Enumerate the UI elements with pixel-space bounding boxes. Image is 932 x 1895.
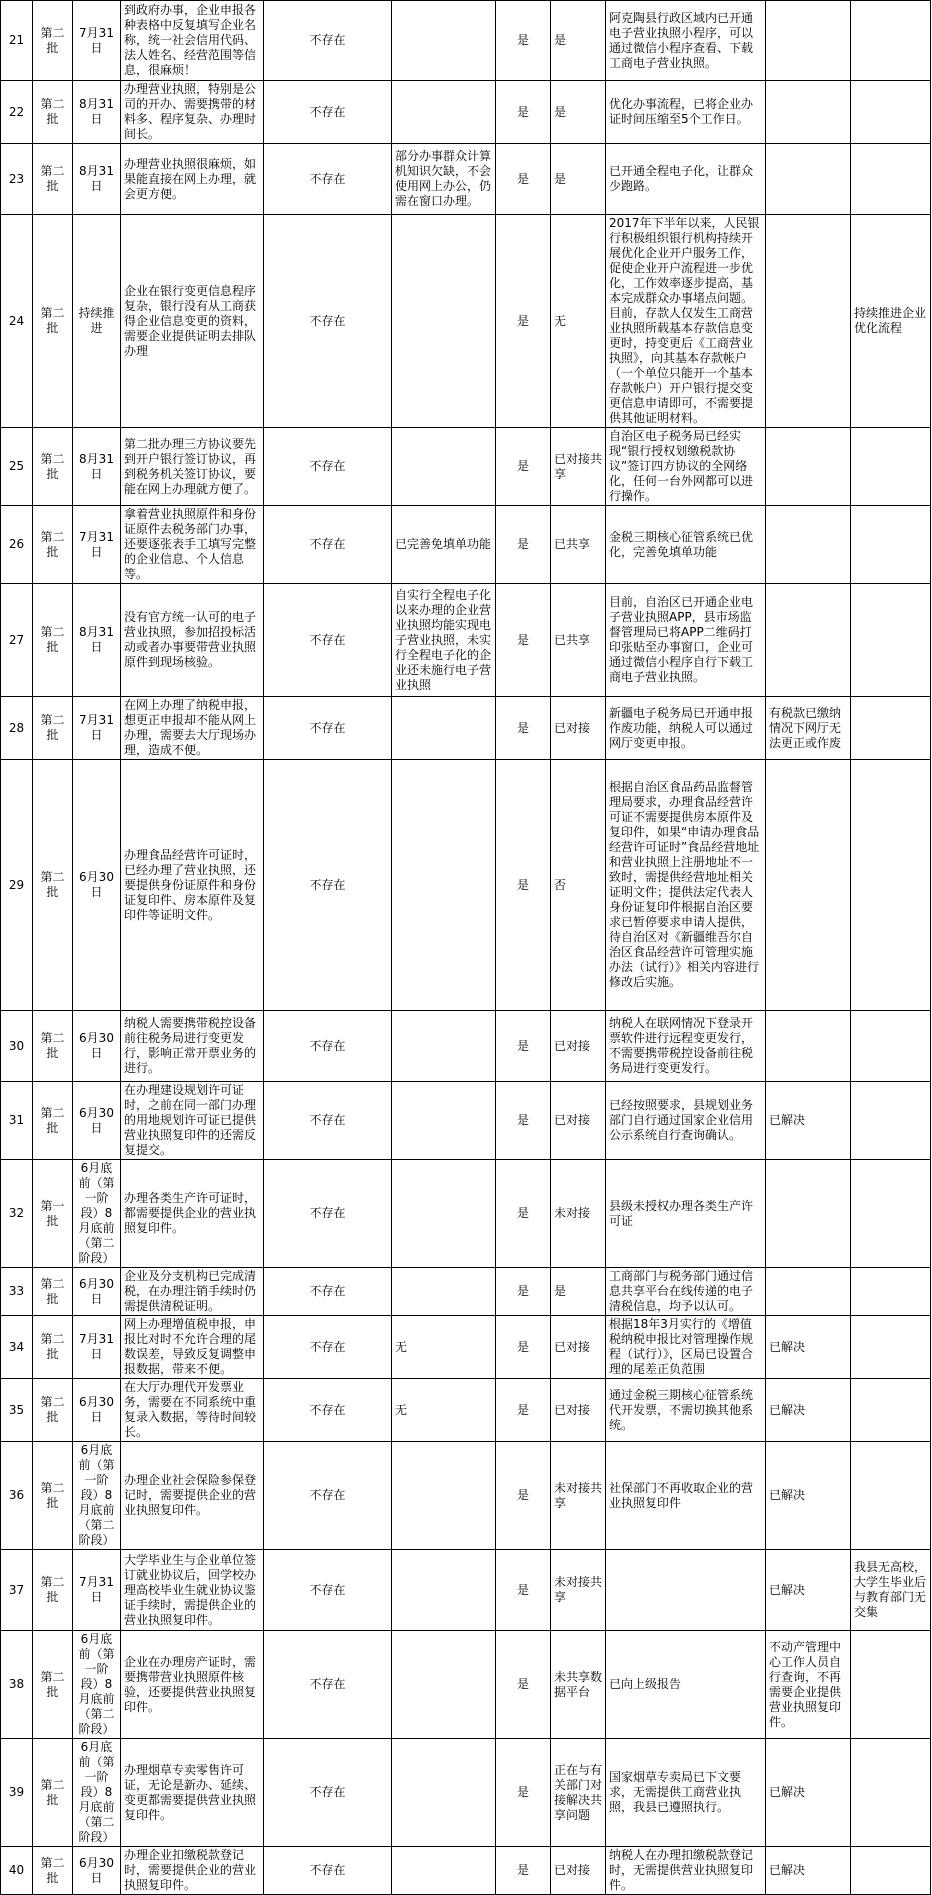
cell-reason bbox=[392, 1160, 496, 1268]
cell-measure: 根据18年3月实行的《增值税纳税申报比对管理操作规程（试行）》，区局已设置合理的尾差正负范围 bbox=[606, 1316, 766, 1379]
cell-flag1: 是 bbox=[496, 760, 551, 1011]
cell-batch: 第二批 bbox=[33, 428, 73, 506]
cell-result bbox=[766, 1011, 851, 1082]
cell-flag1: 是 bbox=[496, 1631, 551, 1739]
cell-reason: 无 bbox=[392, 1316, 496, 1379]
cell-flag2: 未对接共享 bbox=[551, 1550, 606, 1631]
cell-exist: 不存在 bbox=[264, 1550, 392, 1631]
cell-flag2: 是 bbox=[551, 144, 606, 215]
cell-date: 7月31日 bbox=[73, 1550, 121, 1631]
cell-exist: 不存在 bbox=[264, 144, 392, 215]
cell-flag2: 是 bbox=[551, 1268, 606, 1316]
cell-date: 6月30日 bbox=[73, 1082, 121, 1160]
table-row bbox=[1, 584, 931, 697]
cell-no: 37 bbox=[1, 1550, 33, 1631]
cell-flag2: 无 bbox=[551, 215, 606, 428]
cell-flag2: 已对接 bbox=[551, 697, 606, 760]
cell-note bbox=[851, 1, 931, 81]
cell-issue: 到政府办事，企业申报各种表格中反复填写企业名称，统一社会信用代码、法人姓名、经营范围等信息，很麻烦！ bbox=[121, 1, 264, 81]
cell-no: 25 bbox=[1, 428, 33, 506]
table-row bbox=[1, 428, 931, 506]
cell-result bbox=[766, 1268, 851, 1316]
table-row bbox=[1, 81, 931, 144]
cell-reason bbox=[392, 1, 496, 81]
cell-issue: 在大厅办理代开发票业务，需要在不同系统中重复录入数据，等待时间较长。 bbox=[121, 1379, 264, 1442]
cell-exist: 不存在 bbox=[264, 1316, 392, 1379]
cell-no: 33 bbox=[1, 1268, 33, 1316]
cell-date: 6月底前（第一阶段）8月底前（第二阶段） bbox=[73, 1160, 121, 1268]
cell-flag1: 是 bbox=[496, 697, 551, 760]
cell-result: 已解决 bbox=[766, 1847, 851, 1895]
cell-no: 27 bbox=[1, 584, 33, 697]
cell-exist: 不存在 bbox=[264, 1160, 392, 1268]
cell-note bbox=[851, 760, 931, 1011]
table-row bbox=[1, 1847, 931, 1895]
cell-issue: 大学毕业生与企业单位签订就业协议后，回学校办理高校毕业生就业协议鉴证手续时，需提供企业的营业执照复印件。 bbox=[121, 1550, 264, 1631]
cell-issue: 办理营业执照，特别是公司的开办、需要携带的材料多、程序复杂、办理时间长。 bbox=[121, 81, 264, 144]
cell-reason bbox=[392, 215, 496, 428]
table-row bbox=[1, 760, 931, 1011]
cell-batch: 第二批 bbox=[33, 144, 73, 215]
cell-note bbox=[851, 81, 931, 144]
cell-batch: 第二批 bbox=[33, 1082, 73, 1160]
table-row bbox=[1, 1268, 931, 1316]
cell-measure: 阿克陶县行政区域内已开通电子营业执照小程序，可以通过微信小程序查看、下载工商电子营业执照。 bbox=[606, 1, 766, 81]
cell-no: 31 bbox=[1, 1082, 33, 1160]
cell-reason bbox=[392, 697, 496, 760]
cell-exist: 不存在 bbox=[264, 1379, 392, 1442]
cell-result bbox=[766, 506, 851, 584]
cell-result bbox=[766, 1, 851, 81]
cell-note bbox=[851, 697, 931, 760]
cell-issue: 拿着营业执照原件和身份证原件去税务部门办事，还要逐张表手工填写完整的企业信息、个人信息等。 bbox=[121, 506, 264, 584]
cell-result: 已解决 bbox=[766, 1379, 851, 1442]
cell-measure: 社保部门不再收取企业的营业执照复印件 bbox=[606, 1442, 766, 1550]
cell-measure: 根据自治区食品药品监督管理局要求，办理食品经营许可证不需要提供房本原件及复印件，如果“申请办理食品经营许可证时”食品经营地址和营业执照上注册地址不一致时，需提供经营地址相关证明文件；提供法定代表人身份证复印件根据自治区要求已暂停要求申请人提供，待自治区对《新疆维吾尔自治区食品经营许可管理实施办法（试行）》相关内容进行修改后实施。 bbox=[606, 760, 766, 1011]
cell-flag1: 是 bbox=[496, 215, 551, 428]
cell-flag1: 是 bbox=[496, 1379, 551, 1442]
cell-flag1: 是 bbox=[496, 1082, 551, 1160]
cell-batch: 第二批 bbox=[33, 697, 73, 760]
cell-measure: 县级未授权办理各类生产许可证 bbox=[606, 1160, 766, 1268]
cell-measure: 纳税人在办理扣缴税款登记时，无需提供营业执照复印件。 bbox=[606, 1847, 766, 1895]
cell-flag1: 是 bbox=[496, 584, 551, 697]
table-row bbox=[1, 1082, 931, 1160]
cell-date: 6月底前（第一阶段）8月底前（第二阶段） bbox=[73, 1442, 121, 1550]
cell-measure bbox=[606, 1550, 766, 1631]
cell-flag1: 是 bbox=[496, 1316, 551, 1379]
cell-reason bbox=[392, 760, 496, 1011]
cell-flag1: 是 bbox=[496, 81, 551, 144]
cell-flag2: 未对接 bbox=[551, 1160, 606, 1268]
cell-reason: 部分办事群众计算机知识欠缺，不会使用网上办公，仍需在窗口办理。 bbox=[392, 144, 496, 215]
cell-result bbox=[766, 584, 851, 697]
cell-date: 7月31日 bbox=[73, 1316, 121, 1379]
cell-note bbox=[851, 428, 931, 506]
cell-date: 8月31日 bbox=[73, 584, 121, 697]
cell-batch: 第二批 bbox=[33, 1316, 73, 1379]
cell-date: 7月31日 bbox=[73, 1, 121, 81]
cell-note bbox=[851, 1379, 931, 1442]
cell-note bbox=[851, 1631, 931, 1739]
cell-batch: 第二批 bbox=[33, 1550, 73, 1631]
cell-note bbox=[851, 1011, 931, 1082]
cell-reason bbox=[392, 81, 496, 144]
cell-flag2: 已对接 bbox=[551, 1316, 606, 1379]
table-row bbox=[1, 1631, 931, 1739]
cell-exist: 不存在 bbox=[264, 1011, 392, 1082]
cell-batch: 第二批 bbox=[33, 760, 73, 1011]
cell-result: 已解决 bbox=[766, 1739, 851, 1847]
cell-exist: 不存在 bbox=[264, 215, 392, 428]
cell-date: 7月31日 bbox=[73, 506, 121, 584]
cell-flag2: 未对接共享 bbox=[551, 1442, 606, 1550]
cell-issue: 网上办理增值税申报，申报比对时不允许合理的尾数误差，导致反复调整申报数据，带来不便。 bbox=[121, 1316, 264, 1379]
cell-no: 22 bbox=[1, 81, 33, 144]
cell-no: 30 bbox=[1, 1011, 33, 1082]
cell-note bbox=[851, 584, 931, 697]
table-row bbox=[1, 1550, 931, 1631]
cell-exist: 不存在 bbox=[264, 428, 392, 506]
cell-note bbox=[851, 1442, 931, 1550]
table-row bbox=[1, 1, 931, 81]
cell-reason bbox=[392, 1442, 496, 1550]
cell-result: 有税款已缴纳情况下网厅无法更正或作废 bbox=[766, 697, 851, 760]
cell-measure: 已经按照要求，县规划业务部门自行通过国家企业信用公示系统自行查询确认。 bbox=[606, 1082, 766, 1160]
cell-flag1: 是 bbox=[496, 1, 551, 81]
cell-exist: 不存在 bbox=[264, 697, 392, 760]
cell-flag1: 是 bbox=[496, 1442, 551, 1550]
table-row bbox=[1, 506, 931, 584]
table-row bbox=[1, 144, 931, 215]
cell-issue: 办理企业社会保险参保登记时，需要提供企业的营业执照复印件。 bbox=[121, 1442, 264, 1550]
cell-date: 持续推进 bbox=[73, 215, 121, 428]
cell-flag2: 已对接共享 bbox=[551, 428, 606, 506]
cell-issue: 办理烟草专卖零售许可证，无论是新办、延续、变更都需要提供营业执照复印件。 bbox=[121, 1739, 264, 1847]
cell-flag2: 正在与有关部门对接解决共享问题 bbox=[551, 1739, 606, 1847]
cell-issue: 企业在办理房产证时，需要携带营业执照原件核验，还要提供营业执照复印件。 bbox=[121, 1631, 264, 1739]
cell-flag1: 是 bbox=[496, 1160, 551, 1268]
cell-flag1: 是 bbox=[496, 1847, 551, 1895]
cell-batch: 第二批 bbox=[33, 1268, 73, 1316]
cell-batch: 第二批 bbox=[33, 1847, 73, 1895]
cell-flag1: 是 bbox=[496, 1268, 551, 1316]
cell-result: 已解决 bbox=[766, 1082, 851, 1160]
cell-measure: 已开通全程电子化，让群众少跑路。 bbox=[606, 144, 766, 215]
cell-result: 已解决 bbox=[766, 1550, 851, 1631]
cell-note bbox=[851, 1316, 931, 1379]
cell-no: 34 bbox=[1, 1316, 33, 1379]
cell-result: 不动产管理中心工作人员自行查询，不再需要企业提供营业执照复印件。 bbox=[766, 1631, 851, 1739]
cell-measure: 工商部门与税务部门通过信息共享平台在线传递的电子清税信息，均予以认可。 bbox=[606, 1268, 766, 1316]
cell-no: 35 bbox=[1, 1379, 33, 1442]
cell-batch: 第二批 bbox=[33, 1379, 73, 1442]
cell-note bbox=[851, 1082, 931, 1160]
cell-result bbox=[766, 81, 851, 144]
cell-measure: 2017年下半年以来，人民银行积极组织银行机构持续开展优化企业开户服务工作，促使企业开户流程进一步优化，工作效率逐步提高，基本完成群众办事堵点问题。目前，存款人仅发生工商营业执照所载基本存款信息变更时，持变更后《工商营业执照》，向其基本存款帐户（一个单位只能开一个基本存款帐户）开户银行提交变更信息申请即可，不需要提供其他证明材料。 bbox=[606, 215, 766, 428]
cell-reason bbox=[392, 428, 496, 506]
cell-date: 6月30日 bbox=[73, 1847, 121, 1895]
cell-result bbox=[766, 144, 851, 215]
cell-measure: 纳税人在联网情况下登录开票软件进行远程变更发行，不需要携带税控设备前往税务局进行变更发行。 bbox=[606, 1011, 766, 1082]
cell-no: 21 bbox=[1, 1, 33, 81]
cell-no: 36 bbox=[1, 1442, 33, 1550]
cell-measure: 通过金税三期核心征管系统代开发票，不需切换其他系统。 bbox=[606, 1379, 766, 1442]
cell-batch: 第二批 bbox=[33, 1631, 73, 1739]
cell-no: 32 bbox=[1, 1160, 33, 1268]
cell-note bbox=[851, 1268, 931, 1316]
cell-result bbox=[766, 428, 851, 506]
table-row bbox=[1, 215, 931, 428]
cell-measure: 国家烟草专卖局已下文要求，无需提供工商营业执照，我县已遵照执行。 bbox=[606, 1739, 766, 1847]
cell-no: 26 bbox=[1, 506, 33, 584]
cell-exist: 不存在 bbox=[264, 81, 392, 144]
cell-date: 6月30日 bbox=[73, 1011, 121, 1082]
cell-flag1: 是 bbox=[496, 1011, 551, 1082]
cell-reason bbox=[392, 1011, 496, 1082]
cell-flag1: 是 bbox=[496, 506, 551, 584]
cell-result: 已解决 bbox=[766, 1316, 851, 1379]
cell-date: 6月底前（第一阶段）8月底前（第二阶段） bbox=[73, 1739, 121, 1847]
cell-measure: 目前，自治区已开通企业电子营业执照APP，县市场监督管理局已将APP二维码打印张贴至办事窗口，企业可通过微信小程序自行下载工商电子营业执照。 bbox=[606, 584, 766, 697]
cell-flag1: 是 bbox=[496, 428, 551, 506]
cell-date: 8月31日 bbox=[73, 81, 121, 144]
cell-batch: 第二批 bbox=[33, 1011, 73, 1082]
cell-flag1: 是 bbox=[496, 1739, 551, 1847]
cell-flag2: 已对接 bbox=[551, 1082, 606, 1160]
cell-flag2: 已共享 bbox=[551, 584, 606, 697]
table-row bbox=[1, 697, 931, 760]
cell-exist: 不存在 bbox=[264, 584, 392, 697]
cell-no: 40 bbox=[1, 1847, 33, 1895]
cell-exist: 不存在 bbox=[264, 1082, 392, 1160]
cell-exist: 不存在 bbox=[264, 1442, 392, 1550]
cell-flag2: 已对接 bbox=[551, 1011, 606, 1082]
cell-no: 28 bbox=[1, 697, 33, 760]
cell-flag2: 已对接 bbox=[551, 1847, 606, 1895]
cell-result bbox=[766, 1160, 851, 1268]
table-row bbox=[1, 1316, 931, 1379]
table-row bbox=[1, 1442, 931, 1550]
cell-flag1: 是 bbox=[496, 1550, 551, 1631]
cell-date: 8月31日 bbox=[73, 428, 121, 506]
cell-exist: 不存在 bbox=[264, 1739, 392, 1847]
cell-measure: 优化办事流程，已将企业办证时间压缩至5个工作日。 bbox=[606, 81, 766, 144]
cell-batch: 第二批 bbox=[33, 1442, 73, 1550]
cell-note bbox=[851, 506, 931, 584]
cell-date: 6月底前（第一阶段）8月底前（第二阶段） bbox=[73, 1631, 121, 1739]
cell-exist: 不存在 bbox=[264, 1631, 392, 1739]
cell-result bbox=[766, 215, 851, 428]
cell-exist: 不存在 bbox=[264, 760, 392, 1011]
cell-reason: 自实行全程电子化以来办理的企业营业执照均能实现电子营业执照，未实行全程电子化的企业还未施行电子营业执照 bbox=[392, 584, 496, 697]
cell-issue: 办理企业扣缴税款登记时，需要提供企业的营业执照复印件。 bbox=[121, 1847, 264, 1895]
cell-note bbox=[851, 1160, 931, 1268]
cell-reason bbox=[392, 1847, 496, 1895]
cell-result bbox=[766, 760, 851, 1011]
cell-issue: 在网上办理了纳税申报，想更正申报却不能从网上办理，需要去大厅现场办理，造成不便。 bbox=[121, 697, 264, 760]
cell-issue: 办理食品经营许可证时，已经办理了营业执照，还要提供身份证原件和身份证复印件、房本原件及复印件等证明文件。 bbox=[121, 760, 264, 1011]
table-row bbox=[1, 1011, 931, 1082]
cell-date: 6月30日 bbox=[73, 1268, 121, 1316]
cell-flag2: 已对接 bbox=[551, 1379, 606, 1442]
cell-reason bbox=[392, 1550, 496, 1631]
cell-batch: 第二批 bbox=[33, 584, 73, 697]
cell-measure: 金税三期核心征管系统已优化，完善免填单功能 bbox=[606, 506, 766, 584]
cell-note bbox=[851, 1739, 931, 1847]
table-row bbox=[1, 1160, 931, 1268]
cell-issue: 企业及分支机构已完成清税，在办理注销手续时仍需提供清税证明。 bbox=[121, 1268, 264, 1316]
cell-reason bbox=[392, 1268, 496, 1316]
cell-flag2: 已共享 bbox=[551, 506, 606, 584]
table-row bbox=[1, 1379, 931, 1442]
cell-batch: 第二批 bbox=[33, 506, 73, 584]
cell-exist: 不存在 bbox=[264, 1, 392, 81]
cell-batch: 第一批 bbox=[33, 1160, 73, 1268]
cell-exist: 不存在 bbox=[264, 1847, 392, 1895]
cell-reason bbox=[392, 1631, 496, 1739]
cell-reason bbox=[392, 1082, 496, 1160]
cell-flag2: 否 bbox=[551, 760, 606, 1011]
cell-exist: 不存在 bbox=[264, 506, 392, 584]
cell-measure: 自治区电子税务局已经实现“银行授权划缴税款协议”签订四方协议的全网络化，任何一台外网都可以进行操作。 bbox=[606, 428, 766, 506]
cell-no: 38 bbox=[1, 1631, 33, 1739]
cell-issue: 在办理建设规划许可证时，之前在同一部门办理的用地规划许可证已提供营业执照复印件的还需反复提交。 bbox=[121, 1082, 264, 1160]
cell-reason: 已完善免填单功能 bbox=[392, 506, 496, 584]
cell-issue: 办理营业执照很麻烦，如果能直接在网上办理，就会更方便。 bbox=[121, 144, 264, 215]
cell-date: 6月30日 bbox=[73, 1379, 121, 1442]
cell-measure: 新疆电子税务局已开通申报作废功能，纳税人可以通过网厅变更申报。 bbox=[606, 697, 766, 760]
cell-measure: 已向上级报告 bbox=[606, 1631, 766, 1739]
cell-note: 我县无高校，大学生毕业后与教育部门无交集 bbox=[851, 1550, 931, 1631]
cell-issue: 办理各类生产许可证时，都需要提供企业的营业执照复印件。 bbox=[121, 1160, 264, 1268]
cell-result: 已解决 bbox=[766, 1442, 851, 1550]
cell-flag1: 是 bbox=[496, 144, 551, 215]
cell-batch: 第二批 bbox=[33, 215, 73, 428]
cell-exist: 不存在 bbox=[264, 1268, 392, 1316]
cell-batch: 第二批 bbox=[33, 1, 73, 81]
cell-date: 7月31日 bbox=[73, 697, 121, 760]
cell-flag2: 未共享数据平台 bbox=[551, 1631, 606, 1739]
cell-no: 39 bbox=[1, 1739, 33, 1847]
cell-note: 持续推进企业优化流程 bbox=[851, 215, 931, 428]
cell-date: 6月30日 bbox=[73, 760, 121, 1011]
cell-reason bbox=[392, 1739, 496, 1847]
cell-no: 29 bbox=[1, 760, 33, 1011]
cell-batch: 第二批 bbox=[33, 81, 73, 144]
table-row bbox=[1, 1739, 931, 1847]
cell-flag2: 是 bbox=[551, 81, 606, 144]
cell-batch: 第二批 bbox=[33, 1739, 73, 1847]
cell-no: 24 bbox=[1, 215, 33, 428]
cell-flag2: 是 bbox=[551, 1, 606, 81]
cell-note bbox=[851, 1847, 931, 1895]
cell-issue: 企业在银行变更信息程序复杂，银行没有从工商获得企业信息变更的资料，需要企业提供证明去排队办理 bbox=[121, 215, 264, 428]
cell-issue: 纳税人需要携带税控设备前往税务局进行变更发行，影响正常开票业务的进行。 bbox=[121, 1011, 264, 1082]
cell-reason: 无 bbox=[392, 1379, 496, 1442]
cell-issue: 没有官方统一认可的电子营业执照，参加招投标活动或者办事要带营业执照原件到现场核验。 bbox=[121, 584, 264, 697]
cell-issue: 第二批办理三方协议要先到开户银行签订协议，再到税务机关签订协议，要能在网上办理就方便了。 bbox=[121, 428, 264, 506]
cell-date: 8月31日 bbox=[73, 144, 121, 215]
cell-note bbox=[851, 144, 931, 215]
cell-no: 23 bbox=[1, 144, 33, 215]
